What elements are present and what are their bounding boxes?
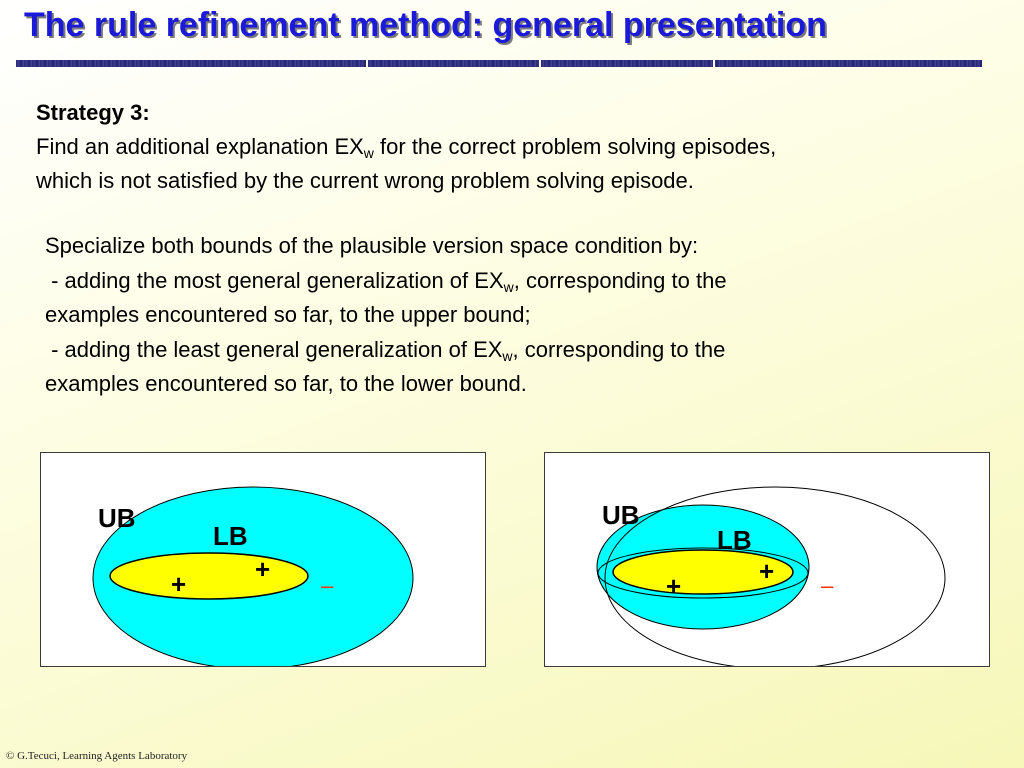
bullet2-line2: examples encountered so far, to the lower bound.	[45, 371, 527, 396]
right-negative-example: –	[821, 573, 834, 598]
left-ub-label: UB	[98, 503, 136, 533]
bullet1-tail: , corresponding to the	[513, 267, 727, 293]
strategy-line1-text: Find an additional explanation EX	[36, 134, 364, 159]
strategy-line2-text: which is not satisfied by the current wrong problem solving episode.	[36, 168, 694, 193]
left-positive-example-1: +	[255, 554, 271, 584]
right-diagram-panel	[544, 452, 990, 667]
right-diagram-svg	[545, 453, 989, 666]
specialize-intro: Specialize both bounds of the plausible version space condition by:	[45, 233, 699, 258]
strategy-line1-tail: for the correct problem solving episodes,	[373, 134, 777, 159]
bullet2-text: - adding the least general generalization of EX	[45, 336, 503, 362]
strategy-block	[36, 96, 1006, 198]
left-negative-example: –	[321, 573, 334, 598]
right-positive-example-1: +	[759, 556, 775, 586]
bullet1-subscript: w	[503, 278, 514, 295]
footer-copyright: © G.Tecuci, Learning Agents Laboratory	[6, 750, 188, 762]
strategy-heading: Strategy 3:	[36, 100, 150, 125]
left-lower-bound-ellipse	[110, 553, 308, 599]
bullet2-subscript: w	[502, 347, 513, 364]
specialize-block	[45, 229, 1005, 402]
right-ub-label: UB	[602, 500, 640, 530]
slide-title: The rule refinement method: general presentation	[24, 6, 827, 44]
bullet1-text: - adding the most general generalization of EX	[45, 267, 504, 293]
strategy-line1-subscript: w	[363, 145, 374, 161]
bullet1-line2: examples encountered so far, to the upper bound;	[45, 302, 531, 327]
right-lb-label: LB	[717, 525, 752, 555]
right-positive-example-2: +	[666, 571, 682, 601]
bullet2-tail: , corresponding to the	[512, 336, 726, 362]
left-positive-example-2: +	[171, 569, 187, 599]
left-diagram-panel	[40, 452, 486, 667]
left-diagram-svg	[41, 453, 485, 666]
left-lb-label: LB	[213, 521, 248, 551]
title-underline	[16, 60, 982, 67]
